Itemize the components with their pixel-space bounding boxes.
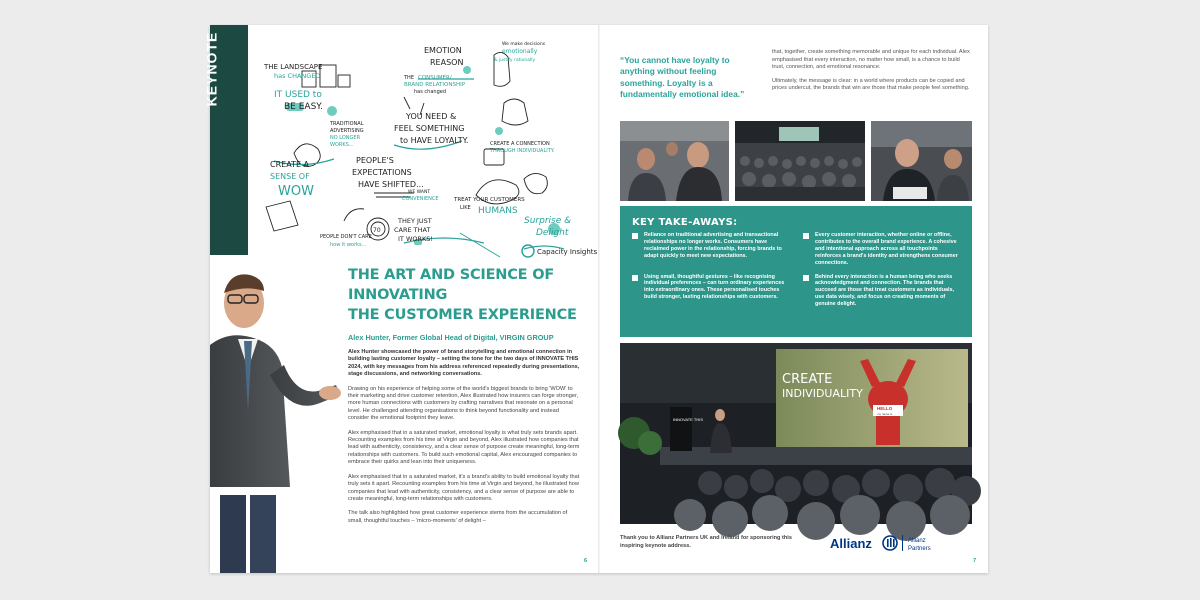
allianz-wordmark: Allianz — [830, 536, 872, 551]
sketch-be-easy: BE EASY. — [284, 102, 323, 112]
sketch-brand-rel: BRAND RELATIONSHIP — [404, 82, 466, 88]
sketch-we-make-2: emotionally — [502, 48, 538, 55]
takeaway-text: Reliance on traditional advertising and transactional relationships no longer works. Consumers have reclaimed power in the relationship, forcing brands to adapt quickly to meet new expectations. — [644, 232, 782, 259]
article-paragraph: The talk also highlighted how great customer experience stems from the accumulation of small, thoughtful touches – 'micro-moments' of delight – — [348, 510, 568, 524]
stage-photo — [620, 343, 972, 524]
sketch-we-want: WE WANT — [408, 190, 431, 195]
takeaway-text: Using small, thoughtful gestures – like recognising individual preferences – can turn ordinary experiences into extraordinary ones. These personalised touches build stronger, lasting relationships with customers. — [644, 273, 785, 301]
sketch-reason: REASON — [430, 58, 464, 67]
sketch-sense-of: SENSE OF — [270, 172, 310, 181]
takeaway-item — [803, 232, 960, 267]
sketch-no-longer: NO LONGER — [330, 135, 361, 141]
sketch-we-make-1: We make decisions — [502, 42, 546, 47]
attendee-photo — [871, 121, 972, 201]
article-byline: Alex Hunter, Former Global Head of Digital, VIRGIN GROUP — [348, 333, 554, 342]
sketch-create-a: CREATE A — [270, 160, 310, 169]
sketch-humans: HUMANS — [478, 206, 518, 216]
capacity-logo-icon — [522, 245, 534, 257]
sketch-peoples: PEOPLE'S — [356, 156, 394, 165]
sketch-convenience: CONVENIENCE — [402, 196, 439, 202]
continuation-paragraph: that, together, create something memorable and unique for each individual. Alex emphasised that every interaction, no matter how small, is a chance to build trust, connection, and emotional resonance. — [772, 49, 970, 71]
screen-text-create: CREATE — [782, 372, 833, 387]
sketch-have-loyalty: to HAVE LOYALTY. — [400, 136, 469, 145]
takeaway-item — [632, 232, 789, 267]
sketch-has-changed-2: has changed — [414, 89, 447, 95]
sketch-care-that: CARE THAT — [394, 226, 431, 234]
article-paragraph: Alex Hunter showcased the power of brand storytelling and emotional connection in building lasting customer loyalty – setting the tone for the two days of INNOVATE THIS 2024, with key messages from his address referenced repeatedly during presentations, stage discussions, and networking conversations. — [348, 349, 580, 378]
takeaways-title: KEY TAKE-AWAYS: — [632, 217, 738, 228]
event-photo-strip — [620, 121, 972, 201]
continuation-paragraph: Ultimately, the message is clear: in a world where products can be copied and prices undercut, the brands that win are those that make people feel something. — [772, 77, 970, 92]
figure-badge-name: my name is — [877, 412, 893, 416]
takeaways-list — [632, 232, 960, 308]
article-continuation — [772, 49, 972, 99]
audience-photo — [620, 121, 729, 201]
allianz-partners-logo — [824, 532, 974, 554]
sketch-works: WORKS... — [330, 142, 354, 148]
sketch-traditional: TRADITIONAL — [330, 121, 364, 127]
page-number-right: 7 — [973, 558, 977, 564]
sketch-feel-something: FEEL SOMETHING — [394, 124, 465, 133]
sketch-it-used-to: IT USED to — [274, 90, 322, 100]
square-bullet-icon — [632, 233, 638, 239]
sketch-treat-your: TREAT YOUR CUSTOMERS — [454, 197, 525, 203]
section-tab — [203, 25, 248, 273]
figure-badge-hello: HELLO — [877, 406, 893, 411]
sketch-has-changed: has CHANGED — [274, 72, 321, 80]
article — [348, 265, 580, 525]
sketch-surprise: Surprise & — [524, 216, 572, 226]
sketch-have-shifted: HAVE SHIFTED... — [358, 180, 424, 189]
article-title — [348, 265, 580, 325]
sketch-wow: WOW — [278, 184, 314, 199]
speaker-photo — [210, 255, 350, 573]
sketch-like: LIKE — [460, 205, 471, 211]
sketch-people-dont: PEOPLE DON'T CARE — [320, 234, 372, 240]
square-bullet-icon — [803, 275, 809, 281]
takeaway-text: Behind every interaction is a human being who seeks acknowledgment and connection. The brands that succeed are those that treat customers as individuals, use data wisely, and focus on creating moments of genuine delight. — [815, 273, 955, 308]
takeaway-text: Every customer interaction, whether online or offline, contributes to the overall brand experience. A cohesive and intentional approach across all touchpoints reinforces a brand's identity and strengthens consumer connections. — [815, 232, 958, 266]
sketch-advertising: ADVERTISING — [330, 128, 364, 134]
article-title-line-2: THE CUSTOMER EXPERIENCE — [348, 307, 577, 323]
sketch-it-works: IT WORKS! — [398, 235, 434, 243]
sketch-the: THE — [404, 75, 414, 81]
takeaway-item — [632, 274, 789, 309]
sketch-they-just: THEY JUST — [398, 217, 432, 225]
article-paragraph: Drawing on his experience of helping some of the world's biggest brands to bring 'WOW' to their marketing and drive customer retention, Alex illustrated how insurers can forge stronger, more human connections with customers by crafting narratives that resonate on a personal level. He challenged attending organisations to think beyond functionality and instead consider the emotional footprint they leave. — [348, 385, 579, 422]
sketch-delight: Delight — [536, 228, 569, 238]
sketch-emotion: EMOTION — [424, 46, 462, 55]
sketch-expectations: EXPECTATIONS — [352, 168, 412, 177]
lectern-text: INNOVATE THIS — [673, 417, 704, 422]
sketch-how-it-works: how it works... — [330, 242, 367, 248]
sketch-landscape: THE LANDSCAPE — [264, 63, 323, 71]
right-page — [599, 25, 988, 573]
logo-sub-partners: Partners — [908, 546, 931, 552]
sketch-you-need: YOU NEED & — [406, 112, 457, 121]
sketch-we-make-3: & justify rationally — [494, 58, 536, 63]
sketch-create-connection: CREATE A CONNECTION — [490, 141, 550, 147]
logo-sub-allianz: Allianz — [908, 538, 926, 544]
section-tab-label: KEYNOTE — [203, 31, 220, 107]
square-bullet-icon — [632, 275, 638, 281]
article-title-line-1: THE ART AND SCIENCE OF INNOVATING — [348, 267, 555, 303]
sponsor-thanks: Thank you to Allianz Partners UK and Ireland for sponsoring this inspiring keynote address. — [620, 535, 792, 549]
screen-text-individuality: INDIVIDUALITY — [782, 387, 863, 400]
magazine-spread — [203, 25, 988, 573]
article-paragraph: Alex emphasised that in a saturated market, it's a brand's ability to build emotional loyalty that truly sets it apart. Recounting examples from his time at Virgin and beyond, he illustrated how companies that lead with authenticity, consistency, and a clear sense of purpose are able to create meaningful, long-term relationships with customers. — [348, 473, 580, 502]
square-bullet-icon — [803, 233, 809, 239]
article-paragraph: Alex emphasised that in a saturated market, emotional loyalty is what truly sets brands apart. Recounting examples from his time at Virgin and beyond, Alex illustrated how companies that lead with authenticity, consistency, and a clear sense of purpose create meaningful, long-term relationships with customers. To build such emotional capital, Alex encouraged companies to embrace their quirks and lean into their uniqueness. — [348, 429, 580, 466]
conference-room-photo — [735, 121, 865, 201]
article-body — [348, 349, 580, 525]
key-takeaways-panel — [620, 206, 972, 337]
pull-quote: “You cannot have loyalty to anything without feeling something. Loyalty is a fundamentally emotional idea.” — [620, 55, 745, 100]
page-number-left: 6 — [584, 558, 588, 564]
sketch-gauge-value: 70 — [373, 227, 381, 234]
graphic-recording-illustration — [254, 33, 598, 263]
left-page — [203, 25, 599, 573]
sketch-capacity: Capacity Insights — [537, 248, 598, 256]
sketch-consumer: CONSUMER/ — [418, 75, 452, 81]
sketch-through-individuality: THROUGH INDIVIDUALITY. — [490, 148, 555, 154]
takeaway-item — [803, 274, 960, 309]
